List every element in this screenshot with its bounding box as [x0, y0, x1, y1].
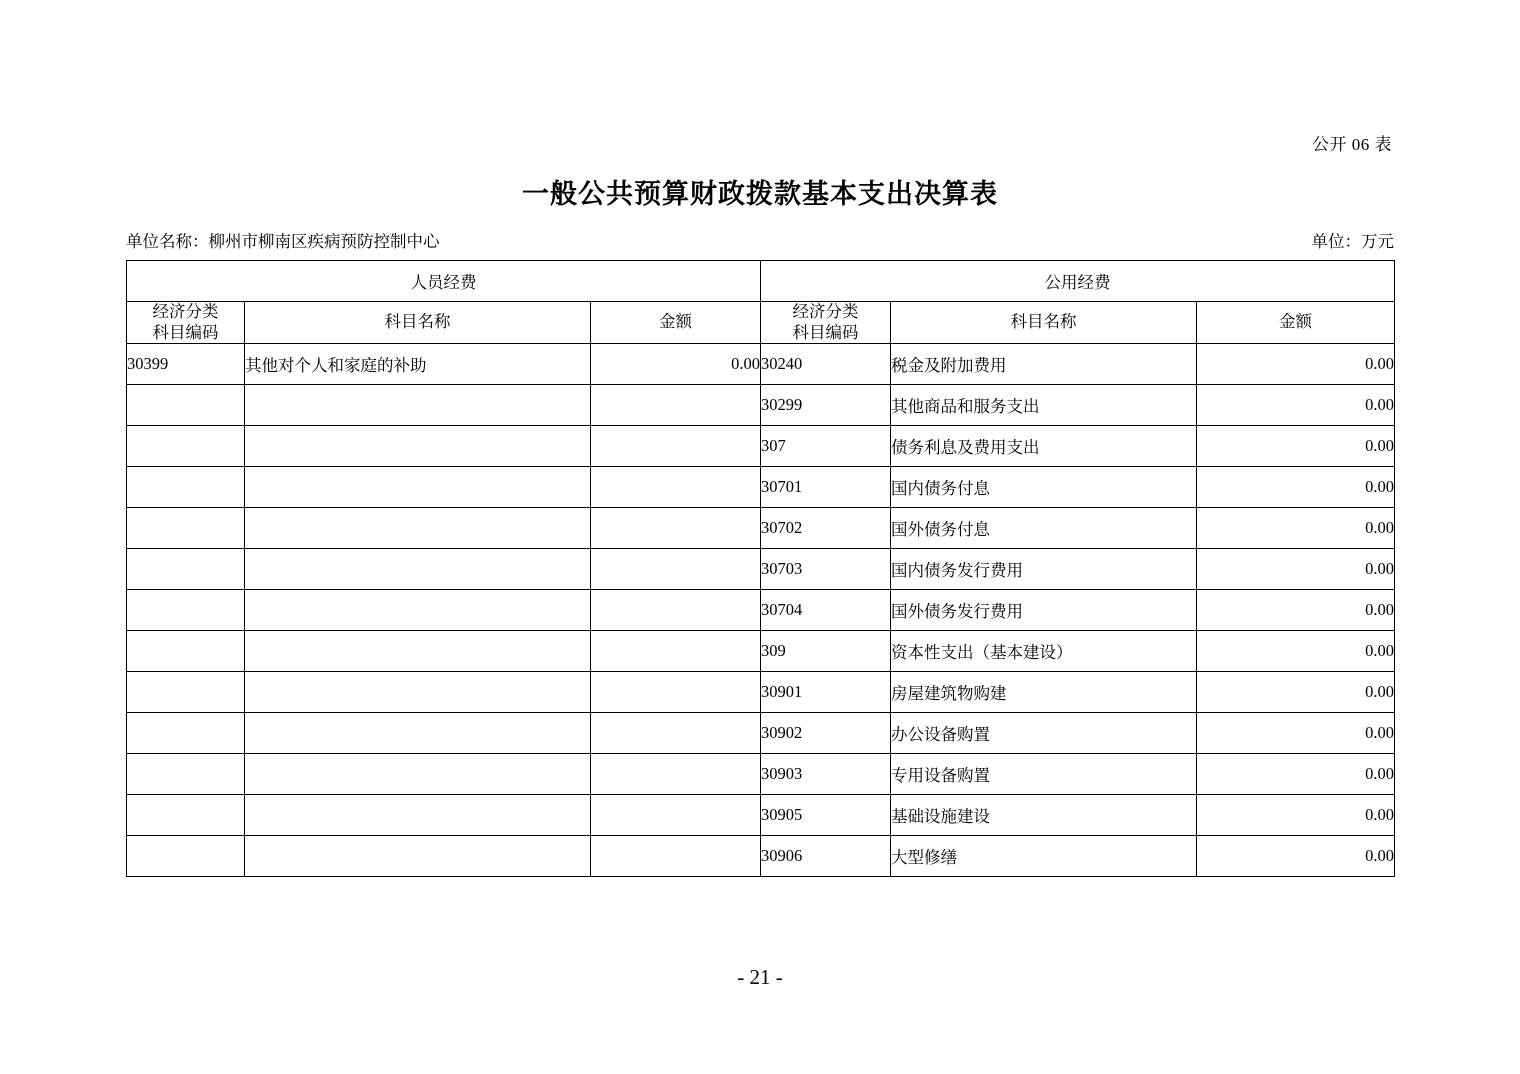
table-row — [127, 795, 1395, 836]
cell-left-code — [127, 713, 245, 754]
cell-left-code — [127, 549, 245, 590]
cell-left-amount — [591, 467, 761, 508]
cell-right-code: 307 — [761, 426, 891, 467]
table-row — [127, 508, 1395, 549]
cell-right-name: 债务利息及费用支出 — [891, 426, 1197, 467]
cell-left-name — [245, 467, 591, 508]
cell-left-code — [127, 795, 245, 836]
table-row — [127, 631, 1395, 672]
table-row — [127, 713, 1395, 754]
unit-measure-label: 单位：万元 — [1311, 232, 1394, 251]
cell-left-amount — [591, 426, 761, 467]
column-header-left-amount: 金额 — [591, 302, 761, 344]
cell-left-name — [245, 549, 591, 590]
cell-right-amount: 0.00 — [1197, 713, 1395, 754]
cell-left-amount — [591, 795, 761, 836]
table-row — [127, 836, 1395, 877]
cell-right-code: 30901 — [761, 672, 891, 713]
cell-right-name: 其他商品和服务支出 — [891, 385, 1197, 426]
cell-right-code: 30702 — [761, 508, 891, 549]
cell-left-amount — [591, 672, 761, 713]
cell-left-name — [245, 426, 591, 467]
column-header-right-code-line1: 经济分类 — [792, 302, 859, 321]
cell-right-amount: 0.00 — [1197, 508, 1395, 549]
table-meta-row — [126, 228, 1394, 252]
cell-left-code — [127, 631, 245, 672]
cell-right-code: 30905 — [761, 795, 891, 836]
cell-right-name: 大型修缮 — [891, 836, 1197, 877]
cell-right-code: 30903 — [761, 754, 891, 795]
table-row — [127, 754, 1395, 795]
cell-left-code — [127, 385, 245, 426]
cell-right-code: 309 — [761, 631, 891, 672]
cell-right-amount: 0.00 — [1197, 754, 1395, 795]
cell-right-amount: 0.00 — [1197, 344, 1395, 385]
cell-right-amount: 0.00 — [1197, 467, 1395, 508]
cell-left-code — [127, 426, 245, 467]
cell-left-name — [245, 795, 591, 836]
cell-left-name — [245, 713, 591, 754]
cell-right-amount: 0.00 — [1197, 795, 1395, 836]
cell-right-name: 资本性支出（基本建设） — [891, 631, 1197, 672]
table-row — [127, 344, 1395, 385]
cell-left-code — [127, 508, 245, 549]
cell-left-code — [127, 590, 245, 631]
cell-left-amount — [591, 385, 761, 426]
budget-expenditure-table — [126, 260, 1395, 877]
group-header-public: 公用经费 — [761, 261, 1395, 302]
table-row — [127, 590, 1395, 631]
cell-left-code — [127, 467, 245, 508]
table-group-header-row — [127, 261, 1395, 302]
cell-right-name: 专用设备购置 — [891, 754, 1197, 795]
cell-right-code: 30902 — [761, 713, 891, 754]
cell-right-name: 国外债务付息 — [891, 508, 1197, 549]
form-number-label: 公开 06 表 — [1312, 135, 1392, 154]
cell-left-code — [127, 836, 245, 877]
cell-right-code: 30299 — [761, 385, 891, 426]
cell-right-code: 30240 — [761, 344, 891, 385]
column-header-left-code-line1: 经济分类 — [152, 302, 219, 321]
table-row — [127, 467, 1395, 508]
column-header-left-code-line2: 科目编码 — [152, 322, 219, 342]
cell-right-amount: 0.00 — [1197, 672, 1395, 713]
cell-right-amount: 0.00 — [1197, 549, 1395, 590]
table-row — [127, 672, 1395, 713]
cell-right-name: 办公设备购置 — [891, 713, 1197, 754]
page-number: - 21 - — [737, 965, 783, 989]
table-row — [127, 426, 1395, 467]
cell-right-code: 30906 — [761, 836, 891, 877]
cell-left-amount — [591, 713, 761, 754]
cell-right-code: 30703 — [761, 549, 891, 590]
cell-right-name: 税金及附加费用 — [891, 344, 1197, 385]
cell-right-code: 30704 — [761, 590, 891, 631]
cell-left-name — [245, 590, 591, 631]
cell-right-amount: 0.00 — [1197, 836, 1395, 877]
page-title: 一般公共预算财政拨款基本支出决算表 — [522, 179, 998, 209]
cell-left-code — [127, 672, 245, 713]
column-header-right-amount: 金额 — [1197, 302, 1395, 344]
table-row — [127, 549, 1395, 590]
unit-name-label: 单位名称：柳州市柳南区疾病预防控制中心 — [126, 232, 440, 251]
cell-left-amount — [591, 836, 761, 877]
cell-left-name — [245, 508, 591, 549]
cell-left-name — [245, 754, 591, 795]
cell-left-name — [245, 836, 591, 877]
cell-right-amount: 0.00 — [1197, 590, 1395, 631]
cell-left-name: 其他对个人和家庭的补助 — [245, 344, 591, 385]
cell-right-name: 房屋建筑物购建 — [891, 672, 1197, 713]
column-header-right-code — [761, 302, 891, 344]
cell-left-amount — [591, 631, 761, 672]
cell-left-name — [245, 385, 591, 426]
cell-left-name — [245, 672, 591, 713]
cell-left-code: 30399 — [127, 344, 245, 385]
group-header-personnel: 人员经费 — [127, 261, 761, 302]
cell-left-amount — [591, 590, 761, 631]
cell-right-name: 基础设施建设 — [891, 795, 1197, 836]
cell-left-code — [127, 754, 245, 795]
table-column-header-row — [127, 302, 1395, 344]
cell-left-amount — [591, 754, 761, 795]
table-row — [127, 385, 1395, 426]
column-header-left-name: 科目名称 — [245, 302, 591, 344]
cell-right-amount: 0.00 — [1197, 385, 1395, 426]
cell-right-amount: 0.00 — [1197, 631, 1395, 672]
cell-left-amount — [591, 508, 761, 549]
cell-right-name: 国内债务发行费用 — [891, 549, 1197, 590]
cell-right-name: 国外债务发行费用 — [891, 590, 1197, 631]
column-header-right-code-line2: 科目编码 — [792, 322, 859, 342]
column-header-left-code — [127, 302, 245, 344]
cell-left-amount — [591, 549, 761, 590]
cell-right-name: 国内债务付息 — [891, 467, 1197, 508]
cell-right-amount: 0.00 — [1197, 426, 1395, 467]
column-header-right-name: 科目名称 — [891, 302, 1197, 344]
cell-right-code: 30701 — [761, 467, 891, 508]
cell-left-name — [245, 631, 591, 672]
cell-left-amount: 0.00 — [591, 344, 761, 385]
